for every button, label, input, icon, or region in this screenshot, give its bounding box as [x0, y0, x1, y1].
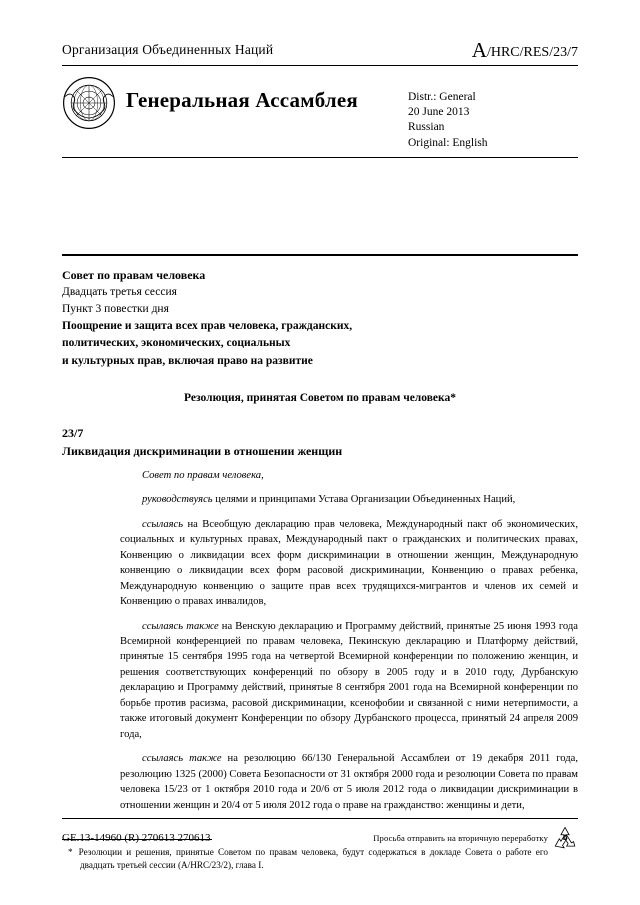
un-emblem-icon [62, 76, 116, 130]
agenda-title-line-1: Поощрение и защита всех прав человека, гражданских, [62, 320, 353, 333]
resolution-title: Ликвидация дискриминации в отношении женщин [62, 443, 343, 458]
header-block [62, 266, 578, 370]
agenda-title-line-2: политических, экономических, социальных [62, 337, 291, 350]
masthead-main-row [62, 66, 578, 151]
section-divider-rule [62, 254, 578, 256]
paragraph-lead: ссылаясь также [142, 753, 222, 765]
masthead-top-row [62, 40, 578, 61]
paragraph-lead: руководствуясь [142, 494, 213, 506]
agenda-title-line-3: и культурных прав, включая право на развитие [62, 354, 313, 367]
footnote-text: Резолюции и решения, принятые Советом по правам человека, будут содержаться в докладе Совета о работе его двадцать третьей сессии (A/HRC/23/2), глава I. [78, 847, 548, 871]
paragraph-text: на Всеобщую декларацию прав человека, Международный пакт об экономических, социальных и культурных правах, Международный пакт о гражданских и политических правах, Конвенцию о ликвидации всех форм дискриминации в отношении женщин, Международную конвенцию о ликвидации всех форм расовой дискриминации, Конвенцию о правах ребенка, Международную конвенцию о защите прав всех трудящихся-мигрантов и членов их семей и Конвенцию о правах инвалидов, [120, 518, 578, 608]
preamble-paragraph [120, 492, 578, 507]
paragraph-text: , [261, 469, 264, 481]
agenda-item-line: Пункт 3 повестки дня [62, 302, 169, 315]
preamble-paragraph [120, 751, 578, 813]
distribution-block [408, 76, 578, 151]
paragraph-lead: Совет по правам человека [142, 469, 262, 481]
resolution-adopted-line [62, 392, 578, 404]
distribution-line: Distr.: General [408, 91, 476, 103]
preamble-paragraph [120, 517, 578, 610]
preamble-paragraph [120, 619, 578, 743]
paragraph-text: на Венскую декларацию и Программу действий, принятые 25 июня 1993 года Всемирной конференцией по правам человека, Пекинскую декларацию и Платформу действий, принятые 15 сентября 1995 года на четвертой Всемирной конференции по положению женщин, и решения соответствующих конференций по обзору в 2005 году и в 2010 году, Дурбанскую декларацию и Программу действий, принятые 8 сентября 2001 года на Всемирной конференции по борьбе против расизма, расовой дискриминации, ксенофобии и связанной с ними нетерпимости, а также итоговый документ Конференции по обзору Дурбанского процесса, принятый 24 апреля 2009 года, [120, 620, 578, 740]
page-footer [62, 825, 578, 851]
resolution-footnote-marker: * [450, 391, 456, 404]
document-symbol-prefix: A [471, 38, 487, 62]
masthead-bottom-rule [62, 157, 578, 158]
paragraph-text: на резолюцию 66/130 Генеральной Ассамблеи от 19 декабря 2011 года, резолюцию 1325 (2000) Совета Безопасности от 31 октября 2000 года и резолюции Совета по правам человека 15/23 от 1 октября 2010 года и 20/6 от 5 июля 2012 года о ликвидации дискриминации в отношении женщин и 20/4 от 5 июля 2012 года о праве на гражданство: женщины и дети, [120, 753, 579, 811]
resolution-number: 23/7 [62, 425, 84, 440]
paragraph-text: целями и принципами Устава Организации Объединенных Наций, [212, 494, 516, 506]
paragraph-lead: ссылаясь [142, 518, 184, 530]
distribution-original: Original: English [408, 136, 488, 149]
distribution-date: 20 June 2013 [408, 106, 470, 119]
session-line: Двадцать третья сессия [62, 285, 177, 298]
recycle-icon [552, 825, 578, 851]
paragraph-lead: ссылаясь также [142, 620, 219, 632]
recycle-text: Просьба отправить на вторичную переработку [373, 833, 548, 843]
recycle-notice [373, 825, 578, 851]
masthead [62, 40, 578, 158]
document-content [62, 40, 578, 872]
distribution-language: Russian [408, 121, 445, 134]
document-symbol [472, 40, 578, 61]
document-symbol-rest: /HRC/RES/23/7 [486, 45, 578, 60]
preamble-paragraph [120, 468, 578, 483]
resolution-adopted-text: Резолюция, принятая Советом по правам человека [183, 391, 451, 404]
footer-rule [62, 818, 578, 819]
body-title: Генеральная Ассамблея [126, 88, 358, 112]
job-number: GE.13-14960 (R) 270613 270613 [62, 832, 211, 844]
organ-name: Совет по правам человека [62, 267, 206, 282]
organization-name: Организация Объединенных Наций [62, 42, 274, 57]
footnote-marker: * [68, 847, 73, 857]
